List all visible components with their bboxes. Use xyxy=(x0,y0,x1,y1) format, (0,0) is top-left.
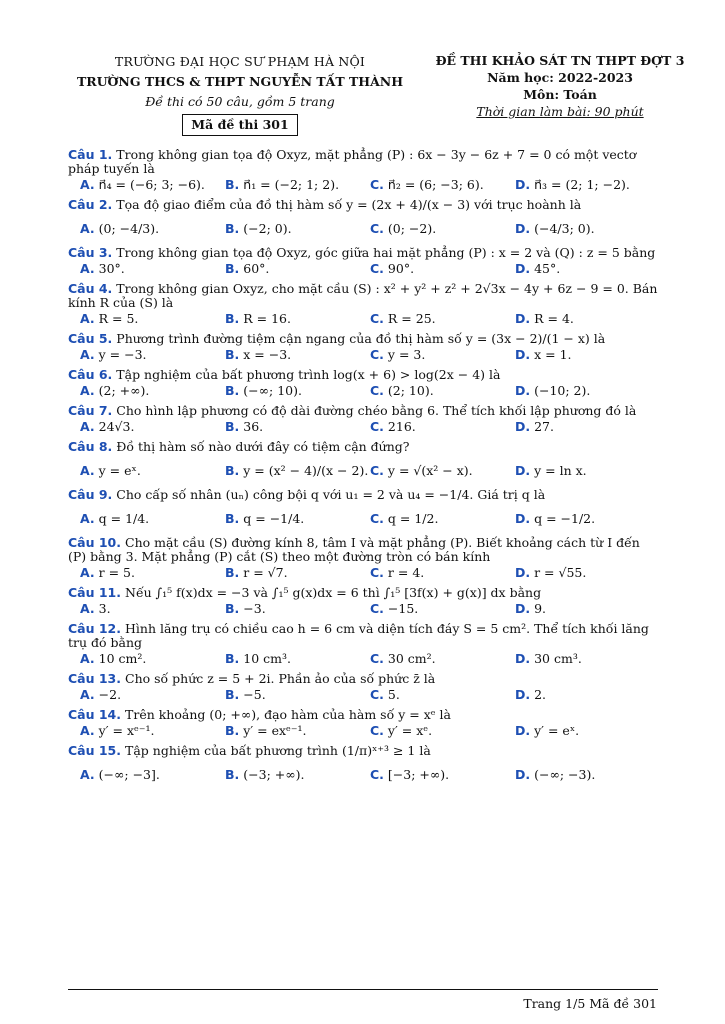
question-number: Câu 3. xyxy=(68,245,113,260)
option-letter: C. xyxy=(370,687,384,702)
option-text: y′ = xᵉ. xyxy=(387,723,433,738)
option-letter: C. xyxy=(370,261,384,276)
exam-info: Đề thi có 50 câu, gồm 5 trang xyxy=(145,94,335,109)
option-letter: C. xyxy=(370,511,384,526)
option-letter: A. xyxy=(80,347,95,362)
answer-option xyxy=(68,177,213,192)
option-letter: B. xyxy=(225,511,240,526)
question-stem xyxy=(68,744,658,758)
question-text: Cho cấp số nhân (uₙ) công bội q với u₁ = 2 và u₄ = −1/4. Giá trị q là xyxy=(116,487,546,502)
answer-option xyxy=(68,347,213,362)
option-letter: A. xyxy=(80,221,95,236)
question-list xyxy=(68,148,658,792)
question-stem xyxy=(68,404,658,418)
option-letter: B. xyxy=(225,261,240,276)
answer-option xyxy=(358,261,503,276)
option-letter: A. xyxy=(80,383,95,398)
question-stem xyxy=(68,622,658,650)
option-text: n⃗₃ = (2; 1; −2). xyxy=(534,177,630,192)
option-letter: D. xyxy=(515,687,531,702)
question-text: Nếu ∫₁⁵ f(x)dx = −3 và ∫₁⁵ g(x)dx = 6 thì ∫₁⁵ [3f(x) + g(x)] dx bằng xyxy=(125,585,542,600)
header-right xyxy=(410,52,710,120)
answer-option xyxy=(213,565,358,580)
option-text: R = 5. xyxy=(98,311,139,326)
answer-option xyxy=(213,261,358,276)
answer-option xyxy=(213,347,358,362)
question-number: Câu 15. xyxy=(68,743,122,758)
option-letter: A. xyxy=(80,419,95,434)
question-number: Câu 13. xyxy=(68,671,122,686)
option-letter: D. xyxy=(515,261,531,276)
answer-option xyxy=(503,565,648,580)
answer-option xyxy=(503,383,648,398)
option-text: (−2; 0). xyxy=(243,221,292,236)
option-letter: C. xyxy=(370,565,384,580)
option-text: (0; −4/3). xyxy=(98,221,160,236)
answer-option xyxy=(213,651,358,666)
option-letter: B. xyxy=(225,221,240,236)
answer-options xyxy=(68,261,658,276)
option-text: y = eˣ. xyxy=(98,463,141,478)
question-text: Tập nghiệm của bất phương trình (1/π)ˣ⁺³ ≥ 1 là xyxy=(125,743,431,758)
option-text: (−∞; −3). xyxy=(534,767,596,782)
answer-option xyxy=(68,651,213,666)
option-text: q = 1/4. xyxy=(98,511,150,526)
option-text: 3. xyxy=(98,601,111,616)
answer-option xyxy=(213,601,358,616)
option-text: 10 cm². xyxy=(98,651,147,666)
option-text: 30 cm³. xyxy=(534,651,582,666)
option-letter: B. xyxy=(225,565,240,580)
option-letter: B. xyxy=(225,723,240,738)
answer-option xyxy=(358,565,503,580)
answer-options xyxy=(68,687,658,702)
question xyxy=(68,246,658,276)
question xyxy=(68,148,658,192)
answer-option xyxy=(68,311,213,326)
option-text: 10 cm³. xyxy=(243,651,291,666)
answer-options xyxy=(68,383,658,398)
answer-option xyxy=(358,508,503,530)
answer-option xyxy=(503,218,648,240)
question-text: Đồ thị hàm số nào dưới đây có tiệm cận đứng? xyxy=(116,439,410,454)
option-letter: A. xyxy=(80,463,95,478)
option-text: (−∞; −3]. xyxy=(98,767,160,782)
answer-option xyxy=(358,687,503,702)
option-letter: D. xyxy=(515,565,531,580)
option-letter: D. xyxy=(515,601,531,616)
option-text: 36. xyxy=(243,419,264,434)
answer-option xyxy=(503,347,648,362)
question-number: Câu 5. xyxy=(68,331,113,346)
question-number: Câu 6. xyxy=(68,367,113,382)
answer-option xyxy=(213,508,358,530)
answer-option xyxy=(68,460,213,482)
answer-option xyxy=(213,311,358,326)
question xyxy=(68,622,658,666)
option-text: r = √7. xyxy=(243,565,288,580)
question-stem xyxy=(68,536,658,564)
question xyxy=(68,404,658,434)
option-letter: C. xyxy=(370,383,384,398)
answer-option xyxy=(358,419,503,434)
answer-option xyxy=(503,460,648,482)
answer-options xyxy=(68,460,658,482)
answer-option xyxy=(358,764,503,786)
option-letter: C. xyxy=(370,601,384,616)
answer-options xyxy=(68,218,658,240)
option-text: −5. xyxy=(243,687,266,702)
option-text: 30 cm². xyxy=(387,651,436,666)
option-text: y = ln x. xyxy=(534,463,587,478)
question xyxy=(68,708,658,738)
option-letter: A. xyxy=(80,311,95,326)
answer-option xyxy=(68,383,213,398)
question-stem xyxy=(68,368,658,382)
option-letter: D. xyxy=(515,463,531,478)
answer-option xyxy=(213,687,358,702)
question xyxy=(68,282,658,326)
option-letter: C. xyxy=(370,311,384,326)
option-text: 27. xyxy=(534,419,554,434)
question-stem xyxy=(68,708,658,722)
answer-option xyxy=(503,764,648,786)
option-letter: B. xyxy=(225,177,240,192)
exam-code-box: Mã đề thi 301 xyxy=(182,114,297,136)
question-stem xyxy=(68,586,658,600)
option-text: −3. xyxy=(243,601,266,616)
answer-option xyxy=(68,419,213,434)
option-letter: D. xyxy=(515,651,531,666)
university-name: TRƯỜNG ĐẠI HỌC SƯ PHẠM HÀ NỘI xyxy=(114,54,366,69)
answer-options xyxy=(68,764,658,786)
answer-option xyxy=(358,177,503,192)
option-text: R = 16. xyxy=(243,311,291,326)
option-text: y = 3. xyxy=(387,347,426,362)
option-text: 90°. xyxy=(387,261,415,276)
question-text: Hình lăng trụ có chiều cao h = 6 cm và diện tích đáy S = 5 cm². Thể tích khối lăng trụ đó bằng xyxy=(68,621,649,650)
option-text: (−4/3; 0). xyxy=(534,221,595,236)
answer-option xyxy=(68,261,213,276)
header-left xyxy=(60,52,420,136)
option-text: y = (x² − 4)/(x − 2). xyxy=(243,463,369,478)
answer-option xyxy=(503,311,648,326)
school-year: Năm học: 2022-2023 xyxy=(487,70,633,85)
question-text: Trên khoảng (0; +∞), đạo hàm của hàm số y = xᵉ là xyxy=(125,707,452,722)
question xyxy=(68,744,658,786)
option-text: R = 4. xyxy=(534,311,574,326)
option-text: (0; −2). xyxy=(387,221,437,236)
option-letter: D. xyxy=(515,383,531,398)
answer-option xyxy=(503,177,648,192)
option-text: −2. xyxy=(98,687,122,702)
answer-option xyxy=(358,218,503,240)
answer-options xyxy=(68,601,658,616)
option-letter: C. xyxy=(370,221,384,236)
answer-options xyxy=(68,419,658,434)
question-number: Câu 7. xyxy=(68,403,113,418)
question-number: Câu 10. xyxy=(68,535,122,550)
option-letter: B. xyxy=(225,687,240,702)
question-text: Trong không gian tọa độ Oxyz, góc giữa hai mặt phẳng (P) : x = 2 và (Q) : z = 5 bằng xyxy=(116,245,656,260)
option-letter: D. xyxy=(515,177,531,192)
option-text: (2; 10). xyxy=(387,383,434,398)
answer-options xyxy=(68,723,658,738)
question xyxy=(68,672,658,702)
option-letter: A. xyxy=(80,565,95,580)
option-text: (−∞; 10). xyxy=(243,383,302,398)
question-stem xyxy=(68,488,658,502)
exam-title: ĐỀ THI KHẢO SÁT TN THPT ĐỢT 3 xyxy=(435,53,685,68)
question-stem xyxy=(68,332,658,346)
question xyxy=(68,368,658,398)
option-letter: D. xyxy=(515,723,531,738)
option-text: r = √55. xyxy=(534,565,587,580)
option-text: 2. xyxy=(534,687,547,702)
option-letter: B. xyxy=(225,767,240,782)
question-number: Câu 4. xyxy=(68,281,113,296)
answer-option xyxy=(503,687,648,702)
question-number: Câu 12. xyxy=(68,621,122,636)
option-text: 216. xyxy=(387,419,416,434)
question xyxy=(68,198,658,240)
option-text: (−10; 2). xyxy=(534,383,591,398)
answer-option xyxy=(503,261,648,276)
answer-options xyxy=(68,508,658,530)
answer-option xyxy=(68,508,213,530)
option-text: q = −1/4. xyxy=(243,511,305,526)
option-letter: A. xyxy=(80,767,95,782)
answer-option xyxy=(358,601,503,616)
answer-option xyxy=(358,460,503,482)
answer-option xyxy=(68,723,213,738)
option-letter: B. xyxy=(225,311,240,326)
answer-options xyxy=(68,565,658,580)
question xyxy=(68,332,658,362)
question-text: Phương trình đường tiệm cận ngang của đồ thị hàm số y = (3x − 2)/(1 − x) là xyxy=(116,331,606,346)
answer-options xyxy=(68,347,658,362)
option-text: q = 1/2. xyxy=(387,511,439,526)
option-letter: B. xyxy=(225,651,240,666)
option-text: 5. xyxy=(387,687,400,702)
option-text: y′ = exᵉ⁻¹. xyxy=(243,723,307,738)
option-letter: A. xyxy=(80,651,95,666)
option-text: 9. xyxy=(534,601,547,616)
option-letter: C. xyxy=(370,767,384,782)
answer-option xyxy=(68,565,213,580)
option-letter: A. xyxy=(80,687,95,702)
option-text: 30°. xyxy=(98,261,125,276)
question-number: Câu 9. xyxy=(68,487,113,502)
option-letter: D. xyxy=(515,419,531,434)
option-letter: B. xyxy=(225,383,240,398)
page-footer: Trang 1/5 Mã đề 301 xyxy=(523,996,657,1011)
option-text: y = √(x² − x). xyxy=(387,463,473,478)
option-letter: D. xyxy=(515,511,531,526)
question-number: Câu 14. xyxy=(68,707,122,722)
option-text: n⃗₂ = (6; −3; 6). xyxy=(387,177,484,192)
answer-option xyxy=(68,218,213,240)
question-stem xyxy=(68,282,658,310)
question xyxy=(68,488,658,530)
exam-duration: Thời gian làm bài: 90 phút xyxy=(476,104,644,119)
answer-option xyxy=(503,508,648,530)
option-text: (−3; +∞). xyxy=(243,767,305,782)
option-text: 45°. xyxy=(534,261,561,276)
option-text: q = −1/2. xyxy=(534,511,596,526)
question xyxy=(68,586,658,616)
answer-option xyxy=(68,764,213,786)
answer-option xyxy=(358,311,503,326)
answer-option xyxy=(213,383,358,398)
option-letter: D. xyxy=(515,311,531,326)
option-letter: B. xyxy=(225,601,240,616)
answer-options xyxy=(68,177,658,192)
option-letter: A. xyxy=(80,261,95,276)
question-stem xyxy=(68,198,658,212)
answer-option xyxy=(358,723,503,738)
question-text: Trong không gian Oxyz, cho mặt cầu (S) : x² + y² + z² + 2√3x − 4y + 6z − 9 = 0. Bán kính R của (S) là xyxy=(68,281,658,310)
question-stem xyxy=(68,672,658,686)
answer-option xyxy=(503,419,648,434)
option-letter: C. xyxy=(370,419,384,434)
answer-option xyxy=(213,460,369,482)
option-letter: B. xyxy=(225,347,240,362)
answer-option xyxy=(503,651,648,666)
option-letter: D. xyxy=(515,767,531,782)
option-letter: D. xyxy=(515,221,531,236)
footer-divider xyxy=(68,989,658,990)
answer-option xyxy=(503,601,648,616)
question-stem xyxy=(68,246,658,260)
question-number: Câu 8. xyxy=(68,439,113,454)
option-text: y′ = xᵉ⁻¹. xyxy=(98,723,155,738)
option-text: −15. xyxy=(387,601,419,616)
option-letter: A. xyxy=(80,723,95,738)
question-stem xyxy=(68,148,658,176)
answer-option xyxy=(358,651,503,666)
answer-options xyxy=(68,311,658,326)
answer-option xyxy=(213,177,358,192)
option-text: (2; +∞). xyxy=(98,383,150,398)
option-letter: C. xyxy=(370,651,384,666)
question-number: Câu 1. xyxy=(68,147,113,162)
option-text: x = −3. xyxy=(243,347,292,362)
subject: Môn: Toán xyxy=(523,87,597,102)
option-letter: D. xyxy=(515,347,531,362)
question-stem xyxy=(68,440,658,454)
answer-options xyxy=(68,651,658,666)
option-text: r = 4. xyxy=(387,565,425,580)
option-text: y = −3. xyxy=(98,347,147,362)
option-text: y′ = eˣ. xyxy=(534,723,580,738)
answer-option xyxy=(213,419,358,434)
answer-option xyxy=(68,687,213,702)
answer-option xyxy=(213,764,358,786)
option-text: n⃗₄ = (−6; 3; −6). xyxy=(98,177,205,192)
option-letter: A. xyxy=(80,511,95,526)
school-name: TRƯỜNG THCS & THPT NGUYỄN TẤT THÀNH xyxy=(76,74,404,89)
option-letter: A. xyxy=(80,601,95,616)
answer-option xyxy=(213,723,358,738)
option-letter: C. xyxy=(370,347,384,362)
option-letter: A. xyxy=(80,177,95,192)
option-text: n⃗₁ = (−2; 1; 2). xyxy=(243,177,340,192)
answer-option xyxy=(358,347,503,362)
answer-option xyxy=(68,601,213,616)
question xyxy=(68,440,658,482)
question xyxy=(68,536,658,580)
answer-option xyxy=(213,218,358,240)
question-text: Cho số phức z = 5 + 2i. Phần ảo của số phức z̄ là xyxy=(125,671,436,686)
answer-option xyxy=(503,723,648,738)
option-letter: C. xyxy=(370,463,384,478)
option-text: r = 5. xyxy=(98,565,135,580)
answer-option xyxy=(358,383,503,398)
question-text: Cho mặt cầu (S) đường kính 8, tâm I và mặt phẳng (P). Biết khoảng cách từ I đến (P) bằng 3. Mặt phẳng (P) cắt (S) theo một đường tròn có bán kính xyxy=(68,535,640,564)
option-letter: C. xyxy=(370,177,384,192)
question-number: Câu 11. xyxy=(68,585,122,600)
option-letter: B. xyxy=(225,419,240,434)
option-text: 60°. xyxy=(243,261,270,276)
option-text: 24√3. xyxy=(98,419,135,434)
option-text: R = 25. xyxy=(387,311,436,326)
option-letter: C. xyxy=(370,723,384,738)
question-text: Trong không gian tọa độ Oxyz, mặt phẳng (P) : 6x − 3y − 6z + 7 = 0 có một vectơ pháp tuyến là xyxy=(68,147,637,176)
question-text: Tọa độ giao điểm của đồ thị hàm số y = (2x + 4)/(x − 3) với trục hoành là xyxy=(116,197,582,212)
option-text: [−3; +∞). xyxy=(387,767,450,782)
option-text: x = 1. xyxy=(534,347,572,362)
option-letter: B. xyxy=(225,463,240,478)
question-text: Cho hình lập phương có độ dài đường chéo bằng 6. Thể tích khối lập phương đó là xyxy=(116,403,637,418)
question-number: Câu 2. xyxy=(68,197,113,212)
question-text: Tập nghiệm của bất phương trình log(x + 6) > log(2x − 4) là xyxy=(116,367,501,382)
